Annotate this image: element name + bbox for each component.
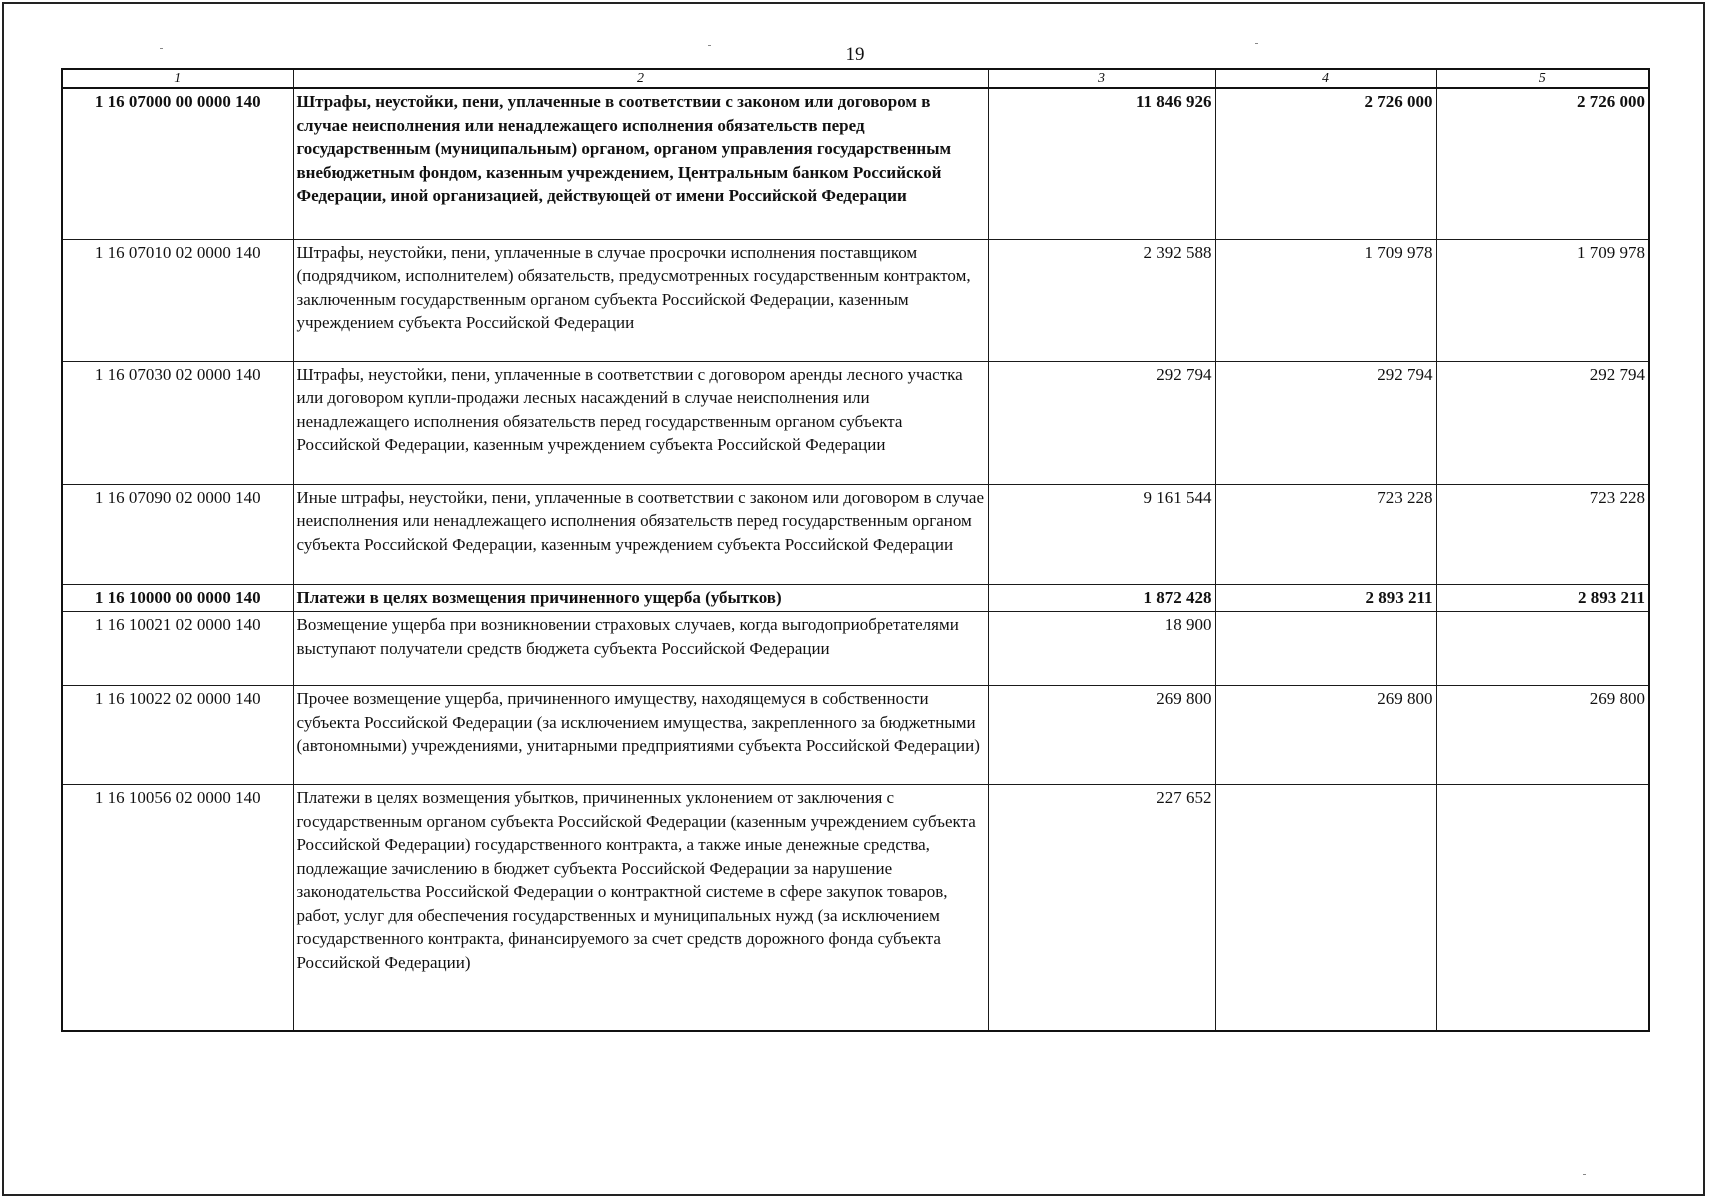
revenue-code: 1 16 10021 02 0000 140 <box>62 612 293 686</box>
amount-col3: 227 652 <box>988 785 1215 1031</box>
revenue-name: Штрафы, неустойки, пени, уплаченные в случае просрочки исполнения поставщиком (подрядчиком, исполнителем) обязательств, предусмотренных государственным контрактом, заключенным государственным органом субъекта Российской Федерации, казенным учреждением субъекта Российской Федерации <box>293 239 988 361</box>
amount-col5: 2 893 211 <box>1436 584 1649 612</box>
revenue-code: 1 16 10000 00 0000 140 <box>62 584 293 612</box>
amount-col4: 269 800 <box>1215 686 1436 785</box>
amount-col5: 2 726 000 <box>1436 88 1649 239</box>
table-row <box>62 484 1649 584</box>
amount-col5: 292 794 <box>1436 361 1649 484</box>
revenue-name: Платежи в целях возмещения убытков, причиненных уклонением от заключения с государственным органом субъекта Российской Федерации (казенным учреждением субъекта Российской Федерации) государственного контракта, а также иные денежные средства, подлежащие зачислению в бюджет субъекта Российской Федерации за нарушение законодательства Российской Федерации о контрактной системе в сфере закупок товаров, работ, услуг для обеспечения государственных и муниципальных нужд (за исключением государственного контракта, финансируемого за счет средств дорожного фонда субъекта Российской Федерации) <box>293 785 988 1031</box>
table-row <box>62 361 1649 484</box>
revenue-code: 1 16 07090 02 0000 140 <box>62 484 293 584</box>
column-header: 1 <box>62 69 293 88</box>
amount-col5 <box>1436 785 1649 1031</box>
amount-col5: 1 709 978 <box>1436 239 1649 361</box>
column-header: 2 <box>293 69 988 88</box>
amount-col3: 269 800 <box>988 686 1215 785</box>
amount-col4: 292 794 <box>1215 361 1436 484</box>
revenue-code: 1 16 07010 02 0000 140 <box>62 239 293 361</box>
table-row <box>62 584 1649 612</box>
scan-speck <box>1255 43 1258 44</box>
table-row <box>62 88 1649 239</box>
scan-speck <box>708 45 711 46</box>
amount-col5: 269 800 <box>1436 686 1649 785</box>
column-number-row <box>62 69 1649 88</box>
table-row <box>62 612 1649 686</box>
amount-col4: 1 709 978 <box>1215 239 1436 361</box>
budget-revenue-table <box>61 68 1650 1032</box>
amount-col4: 2 726 000 <box>1215 88 1436 239</box>
table-row <box>62 686 1649 785</box>
page-number: 19 <box>845 44 865 65</box>
revenue-code: 1 16 10022 02 0000 140 <box>62 686 293 785</box>
revenue-name: Штрафы, неустойки, пени, уплаченные в соответствии с договором аренды лесного участка или договором купли-продажи лесных насаждений в случае неисполнения или ненадлежащего исполнения обязательств перед государственным органом субъекта Российской Федерации, казенным учреждением субъекта Российской Федерации <box>293 361 988 484</box>
scan-speck <box>160 48 163 49</box>
amount-col3: 1 872 428 <box>988 584 1215 612</box>
revenue-name: Прочее возмещение ущерба, причиненного имуществу, находящемуся в собственности субъекта Российской Федерации (за исключением имущества, закрепленного за бюджетными (автономными) учреждениями, унитарными предприятиями субъекта Российской Федерации) <box>293 686 988 785</box>
revenue-name: Платежи в целях возмещения причиненного ущерба (убытков) <box>293 584 988 612</box>
amount-col5: 723 228 <box>1436 484 1649 584</box>
column-header: 5 <box>1436 69 1649 88</box>
amount-col4: 723 228 <box>1215 484 1436 584</box>
amount-col3: 11 846 926 <box>988 88 1215 239</box>
revenue-code: 1 16 07030 02 0000 140 <box>62 361 293 484</box>
scan-speck <box>1583 1174 1586 1175</box>
amount-col4 <box>1215 612 1436 686</box>
column-header: 3 <box>988 69 1215 88</box>
amount-col3: 18 900 <box>988 612 1215 686</box>
amount-col5 <box>1436 612 1649 686</box>
revenue-code: 1 16 10056 02 0000 140 <box>62 785 293 1031</box>
revenue-name: Штрафы, неустойки, пени, уплаченные в соответствии с законом или договором в случае неисполнения или ненадлежащего исполнения обязательств перед государственным (муниципальным) органом, органом управления государственным внебюджетным фондом, казенным учреждением, Центральным банком Российской Федерации, иной организацией, действующей от имени Российской Федерации <box>293 88 988 239</box>
revenue-name: Иные штрафы, неустойки, пени, уплаченные в соответствии с законом или договором в случае неисполнения или ненадлежащего исполнения обязательств перед государственным органом субъекта Российской Федерации, казенным учреждением субъекта Российской Федерации <box>293 484 988 584</box>
amount-col4 <box>1215 785 1436 1031</box>
table-row <box>62 785 1649 1031</box>
amount-col3: 292 794 <box>988 361 1215 484</box>
revenue-code: 1 16 07000 00 0000 140 <box>62 88 293 239</box>
column-header: 4 <box>1215 69 1436 88</box>
amount-col3: 2 392 588 <box>988 239 1215 361</box>
amount-col4: 2 893 211 <box>1215 584 1436 612</box>
revenue-name: Возмещение ущерба при возникновении страховых случаев, когда выгодоприобретателями выступают получатели средств бюджета субъекта Российской Федерации <box>293 612 988 686</box>
table-row <box>62 239 1649 361</box>
amount-col3: 9 161 544 <box>988 484 1215 584</box>
